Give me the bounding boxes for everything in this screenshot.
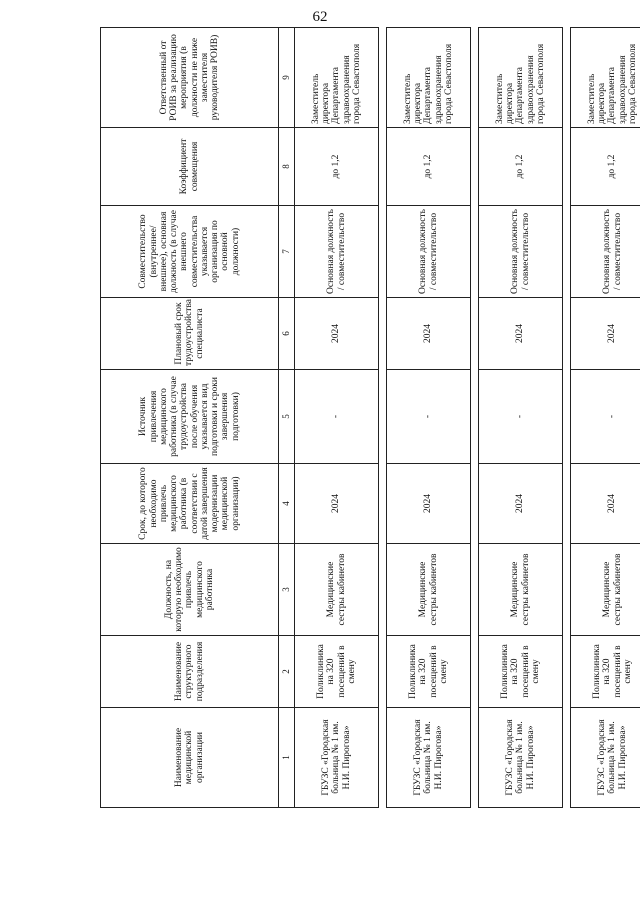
column-number: 8 <box>279 128 295 206</box>
header-cell: Источник привлечения медицинского работника (в случае трудоустройства после обучения указывается вид подготовки и сроки завершения подготовки) <box>101 370 279 464</box>
employment-type-cell: Основная должность / совместительство <box>387 206 471 298</box>
hire-date-cell: 2024 <box>479 298 563 370</box>
row-gap-cell <box>563 28 571 808</box>
header-cell: Срок, до которого необходимо привлечь медицинского работника (в соответствии с датой завершения модернизации медицинской организации) <box>101 464 279 544</box>
header-cell: Должность, на которую необходимо привлечь медицинского работника <box>101 544 279 636</box>
responsible-cell: Заместитель директора Департамента здравоохранения города Севастополя <box>387 28 471 128</box>
organization-cell: ГБУЗС «Городская больница № 1 им. Н.И. Пирогова» <box>387 708 471 808</box>
source-cell: - <box>387 370 471 464</box>
row-gap <box>379 28 387 808</box>
source-cell: - <box>295 370 379 464</box>
deadline-cell: 2024 <box>571 464 640 544</box>
deadline-cell: 2024 <box>479 464 563 544</box>
header-cell: Ответственный от РОИВ за реализацию мероприятия (в должности не ниже заместителя руководителя РОИВ) <box>101 28 279 128</box>
header-cell: Наименование медицинской организации <box>101 708 279 808</box>
subdivision-cell: Поликлиника на 320 посещений в смену <box>571 636 640 708</box>
column-number: 5 <box>279 370 295 464</box>
position-cell: Медицинские сестры кабинетов <box>571 544 640 636</box>
subdivision-cell: Поликлиника на 320 посещений в смену <box>479 636 563 708</box>
organization-cell: ГБУЗС «Городская больница № 1 им. Н.И. Пирогова» <box>571 708 640 808</box>
table-row <box>295 28 379 808</box>
row-gap <box>563 28 571 808</box>
staffing-table <box>100 27 640 808</box>
subdivision-cell: Поликлиника на 320 посещений в смену <box>295 636 379 708</box>
source-cell: - <box>571 370 640 464</box>
coefficient-cell: до 1,2 <box>479 128 563 206</box>
employment-type-cell: Основная должность / совместительство <box>479 206 563 298</box>
header-row <box>101 28 279 808</box>
hire-date-cell: 2024 <box>295 298 379 370</box>
employment-type-cell: Основная должность / совместительство <box>571 206 640 298</box>
column-number: 1 <box>279 708 295 808</box>
organization-cell: ГБУЗС «Городская больница № 1 им. Н.И. Пирогова» <box>295 708 379 808</box>
employment-type-cell: Основная должность / совместительство <box>295 206 379 298</box>
column-number-row <box>279 28 295 808</box>
coefficient-cell: до 1,2 <box>387 128 471 206</box>
row-gap <box>471 28 479 808</box>
deadline-cell: 2024 <box>295 464 379 544</box>
header-cell: Совместительство (внутреннее/внешнее), основная должность (в случае внешнего совместительства указывается организация по основной должности) <box>101 206 279 298</box>
column-number: 2 <box>279 636 295 708</box>
header-cell: Коэффициент совмещения <box>101 128 279 206</box>
page-number: 62 <box>312 9 328 25</box>
responsible-cell: Заместитель директора Департамента здравоохранения города Севастополя <box>571 28 640 128</box>
column-number: 4 <box>279 464 295 544</box>
coefficient-cell: до 1,2 <box>295 128 379 206</box>
table-row <box>387 28 471 808</box>
row-gap-cell <box>471 28 479 808</box>
header-cell: Наименование структурного подразделения <box>101 636 279 708</box>
header-cell: Плановый срок трудоустройства специалиста <box>101 298 279 370</box>
hire-date-cell: 2024 <box>571 298 640 370</box>
column-number: 7 <box>279 206 295 298</box>
deadline-cell: 2024 <box>387 464 471 544</box>
position-cell: Медицинские сестры кабинетов <box>387 544 471 636</box>
column-number: 3 <box>279 544 295 636</box>
table-row <box>571 28 640 808</box>
column-number: 9 <box>279 28 295 128</box>
responsible-cell: Заместитель директора Департамента здравоохранения города Севастополя <box>295 28 379 128</box>
coefficient-cell: до 1,2 <box>571 128 640 206</box>
column-number: 6 <box>279 298 295 370</box>
row-gap-cell <box>379 28 387 808</box>
source-cell: - <box>479 370 563 464</box>
hire-date-cell: 2024 <box>387 298 471 370</box>
organization-cell: ГБУЗС «Городская больница № 1 им. Н.И. Пирогова» <box>479 708 563 808</box>
rotated-table-frame <box>100 28 638 808</box>
position-cell: Медицинские сестры кабинетов <box>295 544 379 636</box>
responsible-cell: Заместитель директора Департамента здравоохранения города Севастополя <box>479 28 563 128</box>
position-cell: Медицинские сестры кабинетов <box>479 544 563 636</box>
table-container <box>100 28 638 808</box>
table-row <box>479 28 563 808</box>
subdivision-cell: Поликлиника на 320 посещений в смену <box>387 636 471 708</box>
